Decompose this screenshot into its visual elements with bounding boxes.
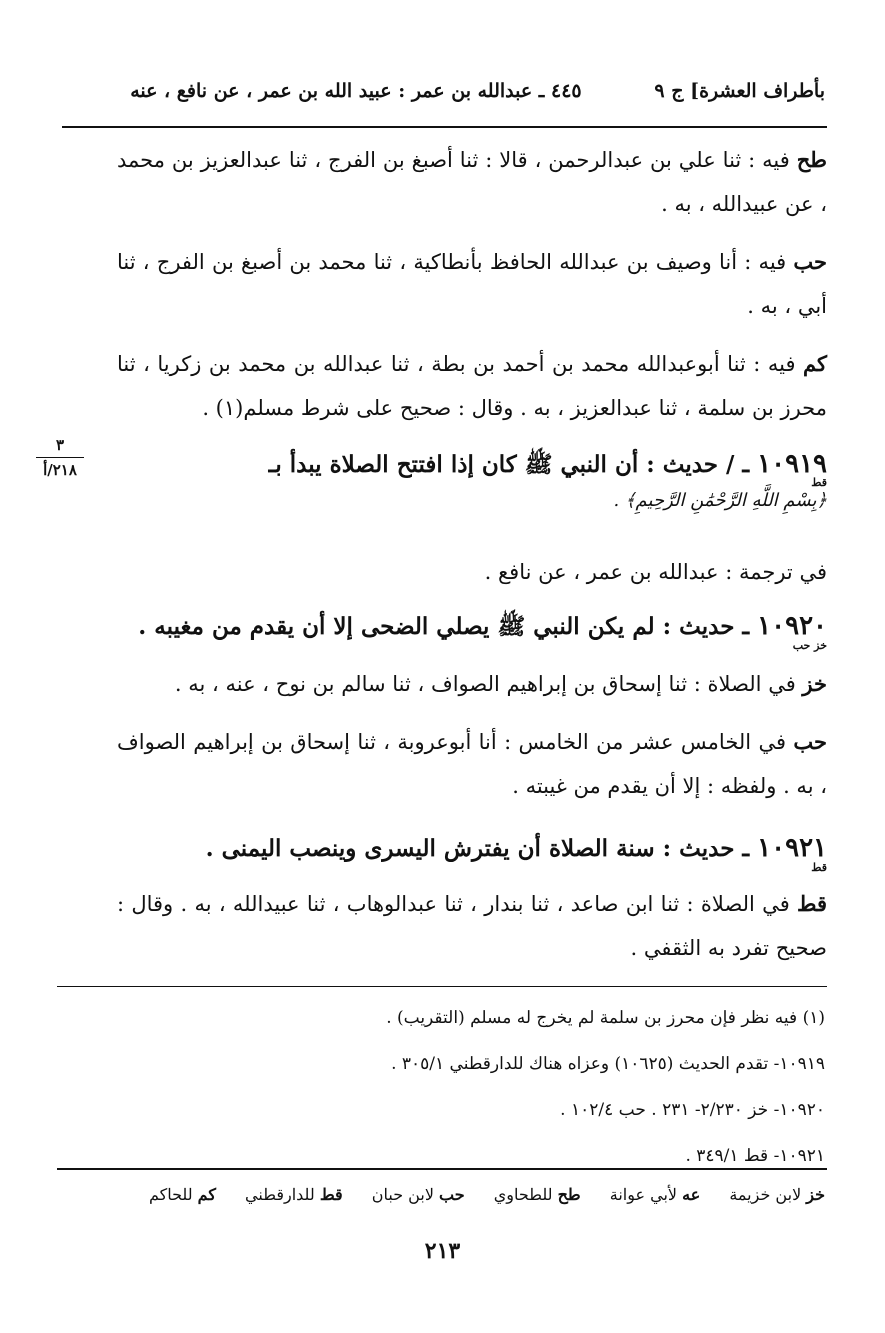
hadith-10919	[117, 442, 827, 487]
hadith-10921	[117, 826, 827, 871]
paragraph-khz	[117, 662, 827, 706]
footnote: (١) فيه نظر فإن محرز بن سلمة لم يخرج له مسلم (التقريب) .	[386, 1008, 825, 1028]
paragraph-text: في ترجمة : عبدالله بن عمر ، عن نافع .	[484, 560, 827, 584]
paragraph-hb	[117, 240, 827, 328]
source-abbr: حب	[793, 729, 827, 754]
paragraph-text: فيه : ثنا علي بن عبدالرحمن ، قالا : ثنا أصبغ بن الفرج ، ثنا عبدالعزيز بن محمد ، عن عبيدالله ، به .	[117, 148, 827, 216]
hadith-text: ـ حديث : لم يكن النبي ﷺ يصلي الضحى إلا أن يقدم من مغيبه .	[138, 613, 758, 640]
margin-rule	[36, 457, 84, 458]
paragraph-text: فيه : ثنا أبوعبدالله محمد بن أحمد بن بطة ، ثنا عبدالله بن محمد بن زكريا ، ثنا محرز بن سلمة ، ثنا عبدالعزيز ، به . وقال : صحيح على شرط مسلم(١) .	[117, 352, 827, 420]
legend-rule	[57, 1168, 827, 1170]
hadith-sigla: خز حب	[792, 639, 827, 652]
legend-item: حب لابن حبان	[371, 1185, 465, 1204]
footnote: ١٠٩٢١- قط ٣٤٩/١ .	[685, 1146, 825, 1166]
hadith-10920	[117, 604, 827, 649]
legend-item: عه لأبي عوانة	[609, 1185, 701, 1204]
paragraph-text: فيه : أنا وصيف بن عبدالله الحافظ بأنطاكية ، ثنا محمد بن أصبغ بن الفرج ، ثنا أبي ، به .	[117, 250, 827, 318]
footnote: ١٠٩٢٠- خز ٢/٢٣٠- ٢٣١ . حب ١٠٢/٤ .	[560, 1100, 825, 1120]
page-number: ٢١٣	[424, 1238, 461, 1264]
margin-bottom: ٢١٨/أ	[43, 461, 77, 479]
paragraph-tah	[117, 138, 827, 226]
source-abbr: قط	[797, 891, 828, 916]
paragraph-tarjama	[117, 550, 827, 594]
header-title: بأطراف العشرة] ج ٩	[654, 80, 825, 102]
header-subtitle: ٤٤٥ ـ عبدالله بن عمر : عبيد الله بن عمر ، عن نافع ، عنه	[130, 80, 582, 102]
margin-top: ٣	[55, 436, 65, 454]
hadith-text: ـ حديث : سنة الصلاة أن يفترش اليسرى وينصب اليمنى .	[205, 835, 758, 862]
paragraph-text: في الخامس عشر من الخامس : أنا أبوعروبة ، ثنا إسحاق بن إبراهيم الصواف ، به . ولفظه : إلا أن يقدم من غيبته .	[117, 730, 827, 798]
hadith-number: ١٠٩١٩	[757, 449, 827, 479]
legend-item: قط للدارقطني	[245, 1185, 343, 1204]
source-abbr: حب	[793, 249, 827, 274]
legend-item: كم للحاكم	[148, 1185, 216, 1204]
hadith-number: ١٠٩٢١	[757, 833, 827, 863]
paragraph-text: في الصلاة : ثنا ابن صاعد ، ثنا بندار ، ثنا عبدالوهاب ، ثنا عبيدالله ، به . وقال : صحيح تفرد به الثقفي .	[117, 892, 827, 960]
legend-item: طح للطحاوي	[493, 1185, 581, 1204]
source-abbr: كم	[803, 351, 827, 376]
running-header	[60, 80, 825, 102]
footnotes	[105, 1000, 825, 1174]
paragraph-km	[117, 342, 827, 430]
source-abbr: خز	[802, 671, 827, 696]
footnote-rule	[57, 986, 827, 987]
basmala: ﴿بِسْمِ اللَّهِ الرَّحْمَٰنِ الرَّحِيمِ﴾ .	[613, 490, 827, 511]
hadith-sigla: قط	[811, 476, 827, 489]
header-rule	[62, 126, 827, 128]
margin-folio-note	[30, 436, 90, 479]
abbreviation-legend	[60, 1185, 825, 1204]
footnote: ١٠٩١٩- تقدم الحديث (١٠٦٢٥) وعزاه هناك للدارقطني ٣٠٥/١ .	[391, 1054, 825, 1074]
source-abbr: طح	[796, 147, 827, 172]
paragraph-hb-2	[117, 720, 827, 808]
legend-item: خز لابن خزيمة	[729, 1185, 825, 1204]
hadith-sigla: قط	[811, 861, 827, 874]
paragraph-qt	[117, 882, 827, 970]
hadith-text: ـ / حديث : أن النبي ﷺ كان إذا افتتح الصلاة يبدأ بـ	[268, 451, 758, 478]
hadith-number: ١٠٩٢٠	[757, 611, 827, 641]
paragraph-text: في الصلاة : ثنا إسحاق بن إبراهيم الصواف ، ثنا سالم بن نوح ، عنه ، به .	[174, 672, 803, 696]
